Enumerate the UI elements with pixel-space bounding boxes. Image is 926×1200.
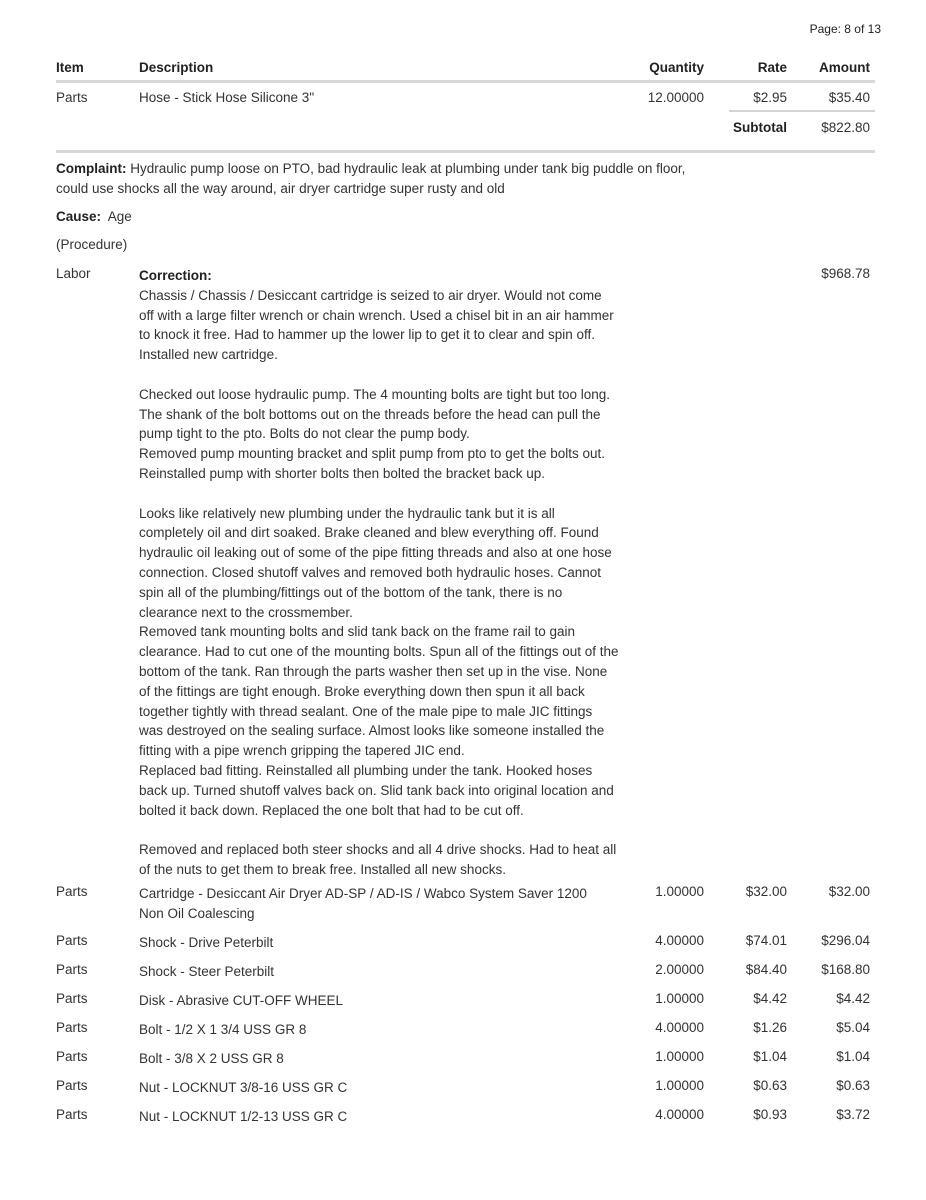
row-quantity: 4.00000 [655,1020,704,1035]
table-row [0,991,926,1013]
row-rate: $2.95 [753,90,787,105]
correction-paragraph: Checked out loose hydraulic pump. The 4 mounting bolts are tight but too long. The shank of the bolt bottoms out on the threads before the head can pull the pump tight to the pto. Bolts do not clear the pump body. Removed pump mounting bracket and split pump from pto to get the bolts out. Reinstalled pump with shorter bolts then bolted the bracket back up. [139,386,611,481]
row-amount: $296.04 [821,933,870,948]
row-description: Bolt - 3/8 X 2 USS GR 8 [139,1051,284,1066]
correction-block [139,266,619,880]
header-rate: Rate [757,60,787,75]
row-rate: $1.26 [753,1020,787,1035]
row-quantity: 1.00000 [655,991,704,1006]
labor-amount: $968.78 [821,266,870,281]
row-quantity: 1.00000 [655,1049,704,1064]
correction-paragraph: Removed and replaced both steer shocks and all 4 drive shocks. Had to heat all of the nuts to get them to break free. Installed all new shocks. [139,842,617,877]
correction-label: Correction: [139,268,212,283]
complaint [56,159,716,199]
row-item: Parts [56,1020,88,1035]
row-amount: $1.04 [836,1049,870,1064]
row-item: Parts [56,933,88,948]
row-amount: $5.04 [836,1020,870,1035]
row-rate: $4.42 [753,991,787,1006]
header-divider [56,80,875,83]
row-item: Parts [56,90,88,105]
row-description: Bolt - 1/2 X 1 3/4 USS GR 8 [139,1022,307,1037]
row-quantity: 12.00000 [647,90,704,105]
subtotal-value: $822.80 [821,120,870,135]
table-row [0,1078,926,1100]
row-item: Parts [56,1049,88,1064]
section-divider [56,150,875,153]
row-amount: $168.80 [821,962,870,977]
row-quantity: 1.00000 [655,884,704,899]
cause-label: Cause: [56,209,102,224]
row-quantity: 2.00000 [655,962,704,977]
row-rate: $74.01 [745,933,787,948]
row-description: Cartridge - Desiccant Air Dryer AD-SP / AD-IS / Wabco System Saver 1200 Non Oil Coalescing [139,886,587,921]
row-item: Parts [56,962,88,977]
complaint-label: Complaint: [56,161,127,176]
row-amount: $0.63 [836,1078,870,1093]
subtotal-label: Subtotal [733,120,787,135]
row-description: Shock - Steer Peterbilt [139,964,275,979]
row-rate: $32.00 [745,884,787,899]
row-amount: $35.40 [828,90,870,105]
row-amount: $3.72 [836,1107,870,1122]
row-item: Parts [56,1107,88,1122]
row-amount: $4.42 [836,991,870,1006]
row-description: Nut - LOCKNUT 3/8-16 USS GR C [139,1080,348,1095]
row-description: Disk - Abrasive CUT-OFF WHEEL [139,993,344,1008]
cause [56,209,132,224]
correction-paragraph: Looks like relatively new plumbing under the hydraulic tank but it is all completely oil and dirt soaked. Brake cleaned and blew everything off. Found hydraulic oil leaking out of some of the pipe fitting threads and also at one hose connection. Closed shutoff valves and removed both hydraulic hoses. Cannot spin all of the plumbing/fittings out of the bottom of the tank, there is no clearance next to the crossmember. Removed tank mounting bolts and slid tank back on the frame rail to gain clearance. Had to cut one of the mounting bolts. Spun all of the fittings out of the bottom of the tank. Ran through the parts washer then set up in the vise. None of the fittings are tight enough. Broke everything down then spun it all back together tightly with thread sealant. One of the male pipe to male JIC fittings was destroyed on the sealing surface. Almost looks like someone installed the fitting with a pipe wrench gripping the tapered JIC end. Replaced bad fitting. Reinstalled all plumbing under the tank. Hooked hoses back up. Turned shutoff valves back on. Slid tank back into original location and bolted it back down. Replaced the one bolt that had to be cut off. [139,505,619,818]
complaint-text: Hydraulic pump loose on PTO, bad hydraulic leak at plumbing under tank big puddle on floor, could use shocks all the way around, air dryer cartridge super rusty and old [56,161,686,196]
row-amount: $32.00 [828,884,870,899]
row-rate: $0.63 [753,1078,787,1093]
header-item: Item [56,60,84,75]
row-description: Hose - Stick Hose Silicone 3" [139,90,315,105]
table-row [0,1107,926,1129]
row-quantity: 4.00000 [655,933,704,948]
row-item: Parts [56,1078,88,1093]
row-rate: $0.93 [753,1107,787,1122]
row-item: Parts [56,884,88,899]
correction-paragraph: Chassis / Chassis / Desiccant cartridge is seized to air dryer. Would not come off with a large filter wrench or chain wrench. Used a chisel bit in an air hammer to knock it free. Had to hammer up the lower lip to get it to clear and spin off. Installed new cartridge. [139,287,614,363]
row-rate: $84.40 [745,962,787,977]
header-quantity: Quantity [649,60,704,75]
header-amount: Amount [819,60,870,75]
row-quantity: 1.00000 [655,1078,704,1093]
row-item: Parts [56,991,88,1006]
page-number: Page: 8 of 13 [809,22,881,36]
subtotal-divider [729,110,875,112]
labor-item: Labor [56,266,91,281]
row-rate: $1.04 [753,1049,787,1064]
table-row [0,1020,926,1042]
table-row [0,1049,926,1071]
table-row [0,962,926,984]
cause-text: Age [107,209,132,224]
header-description: Description [139,60,214,75]
procedure-label: (Procedure) [56,237,128,252]
table-row [0,884,926,921]
row-description: Nut - LOCKNUT 1/2-13 USS GR C [139,1109,348,1124]
table-row [0,933,926,955]
row-description: Shock - Drive Peterbilt [139,935,274,950]
row-quantity: 4.00000 [655,1107,704,1122]
